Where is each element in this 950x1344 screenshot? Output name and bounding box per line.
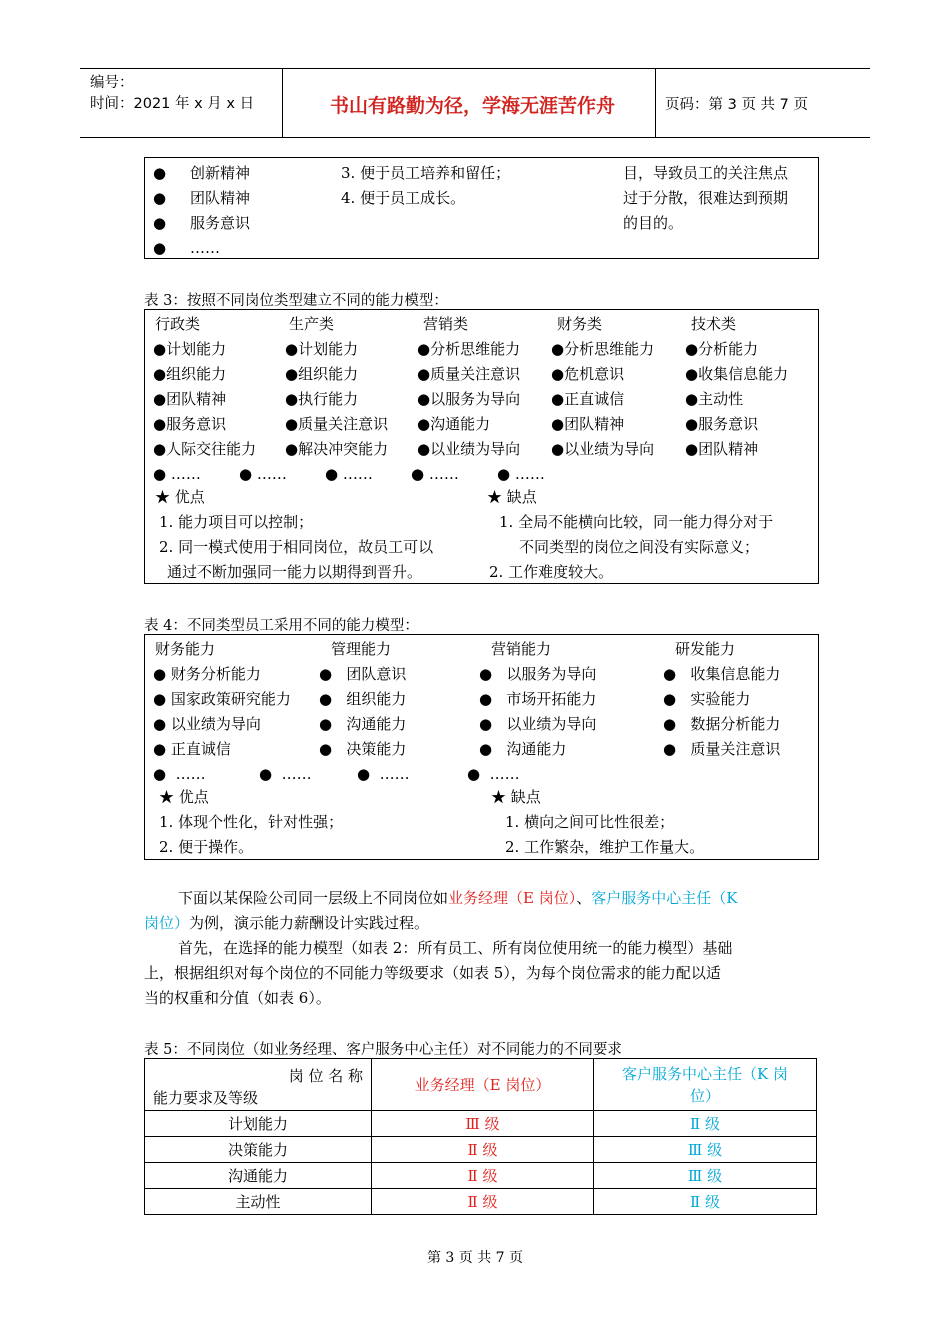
list-item: ● 团队精神 <box>153 189 250 207</box>
list-item: ● …… <box>325 465 373 483</box>
list-item: ● …… <box>259 765 312 783</box>
cons-item: 1. 横向之间可比性很差； <box>505 813 675 831</box>
list-item: ●计划能力 <box>285 340 359 358</box>
table5 <box>144 1058 817 1215</box>
list-item: ●执行能力 <box>285 390 359 408</box>
cons-item: 1. 全局不能横向比较，同一能力得分对于 <box>499 513 774 531</box>
e-level-cell: Ⅱ 级 <box>372 1163 594 1189</box>
list-item: ●收集信息能力 <box>685 365 789 383</box>
column-header: 研发能力 <box>675 640 736 658</box>
header-page-label: 页码：第 3 页 共 7 页 <box>665 97 808 113</box>
list-item: ● …… <box>497 465 545 483</box>
list-item: ● 服务意识 <box>153 214 250 232</box>
list-item: ●团队精神 <box>685 440 759 458</box>
column-header: 技术类 <box>691 315 737 333</box>
k-level-cell: Ⅲ 级 <box>594 1137 817 1163</box>
list-item: 4. 便于员工成长。 <box>341 189 466 207</box>
table-row <box>145 1111 817 1137</box>
table3-caption: 表 3：按照不同岗位类型建立不同的能力模型： <box>144 293 448 309</box>
pros-item: 2. 便于操作。 <box>159 838 254 856</box>
column-header: 财务类 <box>557 315 603 333</box>
column-header: 行政类 <box>155 315 201 333</box>
e-level-cell: Ⅱ 级 <box>372 1137 594 1163</box>
list-item: ● 财务分析能力 <box>153 665 261 683</box>
pros-title: ★ 优点 <box>159 788 209 806</box>
corner-top: 岗 位 名 称 <box>288 1067 363 1085</box>
cons-title: ★ 缺点 <box>487 488 537 506</box>
list-item: ● 数据分析能力 <box>663 715 781 733</box>
list-item: ●分析思维能力 <box>417 340 521 358</box>
list-item: ●计划能力 <box>153 340 227 358</box>
header-divider <box>282 69 283 137</box>
list-item: ● …… <box>153 239 220 257</box>
list-item: ● 创新精神 <box>153 164 250 182</box>
page-header <box>80 68 870 138</box>
column-header: 营销能力 <box>491 640 552 658</box>
list-item: ●团队精神 <box>153 390 227 408</box>
ability-cell: 主动性 <box>145 1189 372 1215</box>
list-item: ● 收集信息能力 <box>663 665 781 683</box>
table-row <box>145 1163 817 1189</box>
list-item: ● 组织能力 <box>319 690 407 708</box>
k-level-cell: Ⅱ 级 <box>594 1111 817 1137</box>
table-header-row <box>145 1059 817 1111</box>
pros-item: 1. 能力项目可以控制； <box>159 513 314 531</box>
list-item: ● 决策能力 <box>319 740 407 758</box>
list-item: ● 质量关注意识 <box>663 740 781 758</box>
paragraph-line: 下面以某保险公司同一层级上不同岗位如业务经理（E 岗位）、客户服务中心主任（K <box>178 889 738 907</box>
page-footer: 第 3 页 共 7 页 <box>426 1250 524 1266</box>
pros-title: ★ 优点 <box>155 488 205 506</box>
table5-caption: 表 5：不同岗位（如业务经理、客户服务中心主任）对不同能力的不同要求 <box>144 1042 622 1058</box>
ability-cell: 计划能力 <box>145 1111 372 1137</box>
list-item: 3. 便于员工培养和留任； <box>341 164 511 182</box>
k-level-cell: Ⅱ 级 <box>594 1189 817 1215</box>
e-level-cell: Ⅲ 级 <box>372 1111 594 1137</box>
corner-bottom: 能力要求及等级 <box>153 1089 259 1107</box>
table2-continuation <box>144 157 819 259</box>
text-line: 目，导致员工的关注焦点 <box>623 164 789 182</box>
header-meta <box>90 73 254 115</box>
pros-item: 2. 同一模式使用于相同岗位，故员工可以 <box>159 538 434 556</box>
text-line: 的目的。 <box>623 214 684 232</box>
list-item: ●正直诚信 <box>551 390 625 408</box>
e-level-cell: Ⅱ 级 <box>372 1189 594 1215</box>
table4-caption: 表 4：不同类型员工采用不同的能力模型： <box>144 618 419 634</box>
list-item: ● 以服务为导向 <box>479 665 597 683</box>
list-item: ●团队精神 <box>551 415 625 433</box>
list-item: ● 团队意识 <box>319 665 407 683</box>
list-item: ● 沟通能力 <box>319 715 407 733</box>
list-item: ●分析能力 <box>685 340 759 358</box>
table-row <box>145 1137 817 1163</box>
list-item: ● …… <box>153 765 206 783</box>
list-item: ●以服务为导向 <box>417 390 521 408</box>
date-label: 时间：2021 年 x 月 x 日 <box>90 96 255 112</box>
paragraph-line: 上，根据组织对每个岗位的不同能力等级要求（如表 5），为每个岗位需求的能力配以适 <box>144 964 721 982</box>
ability-cell: 沟通能力 <box>145 1163 372 1189</box>
list-item: ●分析思维能力 <box>551 340 655 358</box>
list-item: ●以业绩为导向 <box>417 440 521 458</box>
paragraph-line: 首先，在选择的能力模型（如表 2：所有员工、所有岗位使用统一的能力模型）基础 <box>178 939 733 957</box>
column-header: 生产类 <box>289 315 335 333</box>
cons-item: 2. 工作难度较大。 <box>489 563 614 581</box>
column-header: 管理能力 <box>331 640 392 658</box>
paragraph-line: 岗位）为例，演示能力薪酬设计实践过程。 <box>144 914 430 932</box>
ability-cell: 决策能力 <box>145 1137 372 1163</box>
table3 <box>144 309 819 584</box>
list-item: ● 以业绩为导向 <box>479 715 597 733</box>
list-item: ● 沟通能力 <box>479 740 567 758</box>
list-item: ●沟通能力 <box>417 415 491 433</box>
cons-item: 2. 工作繁杂，维护工作量大。 <box>505 838 705 856</box>
list-item: ● …… <box>239 465 287 483</box>
number-label: 编号： <box>90 75 134 91</box>
column-header: 财务能力 <box>155 640 216 658</box>
list-item: ●质量关注意识 <box>417 365 521 383</box>
paragraph-line: 当的权重和分值（如表 6）。 <box>144 989 331 1007</box>
cons-item: 不同类型的岗位之间没有实际意义； <box>519 538 760 556</box>
list-item: ● 实验能力 <box>663 690 751 708</box>
column-header: 营销类 <box>423 315 469 333</box>
list-item: ●质量关注意识 <box>285 415 389 433</box>
list-item: ●组织能力 <box>285 365 359 383</box>
list-item: ●人际交往能力 <box>153 440 257 458</box>
e-post-link: 业务经理（E 岗位） <box>448 889 577 907</box>
list-item: ● 正直诚信 <box>153 740 231 758</box>
list-item: ●服务意识 <box>153 415 227 433</box>
list-item: ● 国家政策研究能力 <box>153 690 291 708</box>
list-item: ● …… <box>411 465 459 483</box>
list-item: ● …… <box>357 765 410 783</box>
list-item: ● …… <box>467 765 520 783</box>
list-item: ●以业绩为导向 <box>551 440 655 458</box>
col-header-k: 客户服务中心主任（K 岗 位） <box>594 1059 817 1111</box>
list-item: ●危机意识 <box>551 365 625 383</box>
table-row <box>145 1189 817 1215</box>
k-level-cell: Ⅲ 级 <box>594 1163 817 1189</box>
corner-header <box>145 1059 372 1111</box>
cons-title: ★ 缺点 <box>491 788 541 806</box>
list-item: ●主动性 <box>685 390 744 408</box>
pros-item: 通过不断加强同一能力以期得到晋升。 <box>167 563 423 581</box>
header-motto: 书山有路勤为径，学海无涯苦作舟 <box>329 95 615 117</box>
table4 <box>144 634 819 860</box>
list-item: ● 以业绩为导向 <box>153 715 261 733</box>
list-item: ● 市场开拓能力 <box>479 690 597 708</box>
k-post-link: 客户服务中心主任（K <box>591 889 738 907</box>
pros-item: 1. 体现个性化，针对性强； <box>159 813 344 831</box>
text-line: 过于分散，很难达到预期 <box>623 189 789 207</box>
list-item: ● …… <box>153 465 201 483</box>
list-item: ●解决冲突能力 <box>285 440 389 458</box>
list-item: ●组织能力 <box>153 365 227 383</box>
list-item: ●服务意识 <box>685 415 759 433</box>
col-header-e: 业务经理（E 岗位） <box>372 1059 594 1111</box>
